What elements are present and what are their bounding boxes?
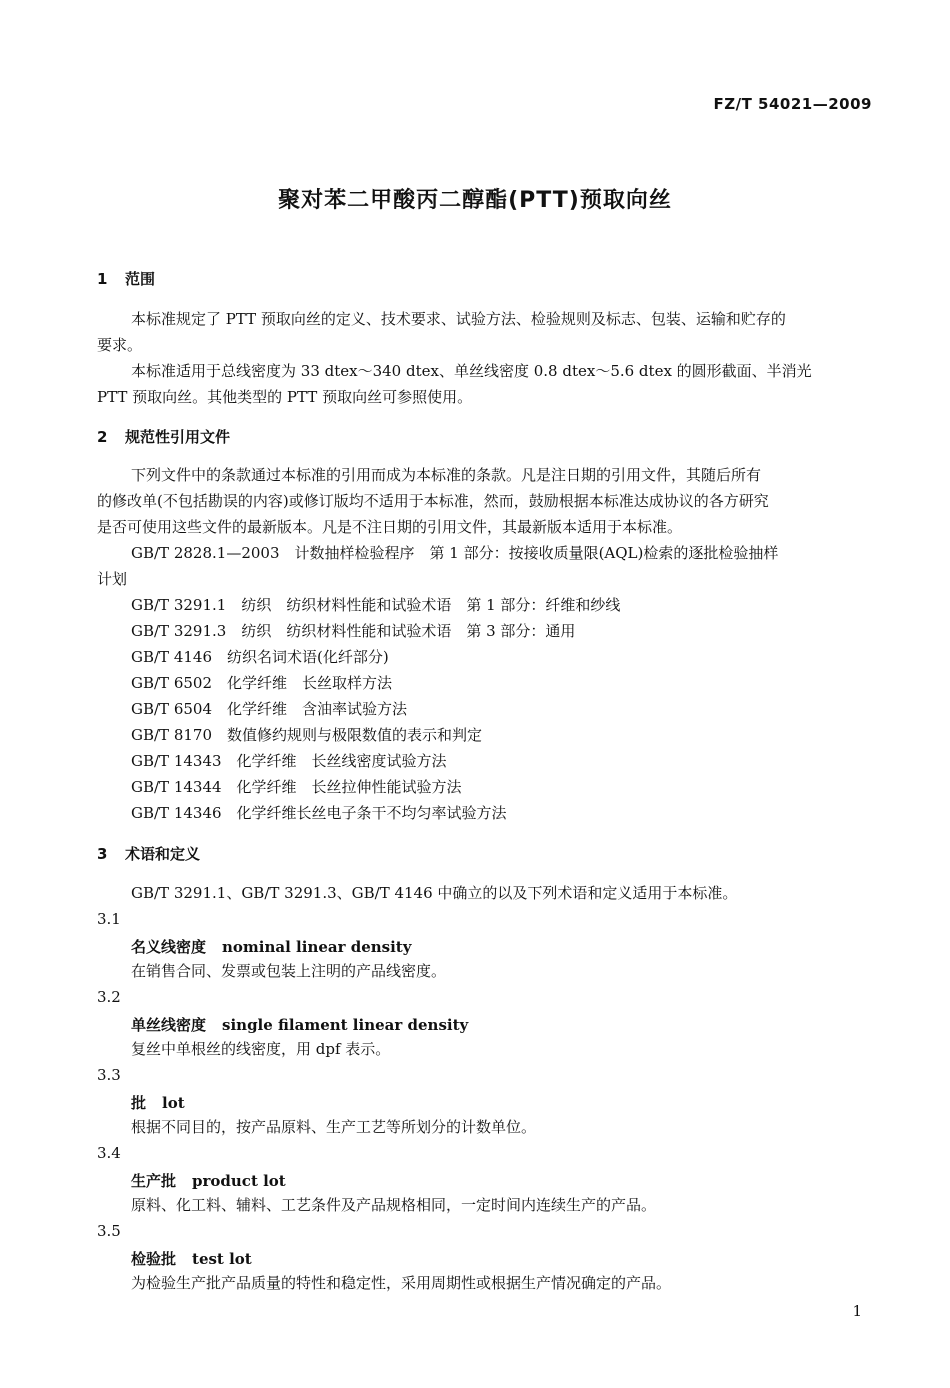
section-3-intro: GB/T 3291.1、GB/T 3291.3、GB/T 4146 中确立的以及下列术语和定义适用于本标准。: [131, 884, 738, 902]
clause-number: 3.5: [97, 1222, 121, 1240]
section-number: 1: [97, 270, 108, 288]
section-2-para-line-1: 下列文件中的条款通过本标准的引用而成为本标准的条款。凡是注日期的引用文件，其随后所有: [131, 466, 762, 484]
section-3-heading: [97, 843, 200, 864]
page-number: 1: [852, 1302, 862, 1320]
term-chinese: 检验批: [131, 1250, 177, 1268]
section-number: 3: [97, 845, 108, 863]
term-heading: [131, 1170, 286, 1191]
term-english: nominal linear density: [222, 938, 412, 956]
section-1-para-1-line-2: 要求。: [97, 336, 143, 354]
term-english: test lot: [192, 1250, 252, 1268]
section-1-para-2-line-2: PTT 预取向丝。其他类型的 PTT 预取向丝可参照使用。: [97, 388, 473, 406]
term-heading: [131, 1092, 185, 1113]
section-1-para-1-line-1: 本标准规定了 PTT 预取向丝的定义、技术要求、试验方法、检验规则及标志、包装、运输和贮存的: [131, 310, 786, 328]
section-title: 术语和定义: [125, 845, 201, 863]
term-chinese: 生产批: [131, 1172, 177, 1190]
term-chinese: 名义线密度: [131, 938, 207, 956]
term-heading: [131, 1248, 252, 1269]
reference-item: GB/T 3291.3 纺织 纺织材料性能和试验术语 第 3 部分：通用: [131, 622, 576, 640]
term-heading: [131, 1014, 468, 1035]
term-english: single filament linear density: [222, 1016, 469, 1034]
term-definition: 原料、化工料、辅料、工艺条件及产品规格相同，一定时间内连续生产的产品。: [131, 1196, 657, 1214]
reference-item: GB/T 14344 化学纤维 长丝拉伸性能试验方法: [131, 778, 462, 796]
reference-item: GB/T 14343 化学纤维 长丝线密度试验方法: [131, 752, 447, 770]
section-title: 范围: [125, 270, 156, 288]
section-1-para-2-line-1: 本标准适用于总线密度为 33 dtex～340 dtex、单丝线密度 0.8 dtex～5.6 dtex 的圆形截面、半消光: [131, 362, 812, 380]
reference-item: GB/T 14346 化学纤维长丝电子条干不均匀率试验方法: [131, 804, 507, 822]
clause-number: 3.3: [97, 1066, 121, 1084]
standard-code: FZ/T 54021—2009: [713, 95, 872, 113]
term-definition: 根据不同目的，按产品原料、生产工艺等所划分的计数单位。: [131, 1118, 537, 1136]
clause-number: 3.4: [97, 1144, 121, 1162]
reference-item: GB/T 6504 化学纤维 含油率试验方法: [131, 700, 408, 718]
term-english: product lot: [192, 1172, 286, 1190]
reference-item: GB/T 4146 纺织名词术语(化纤部分): [131, 648, 389, 666]
clause-number: 3.2: [97, 988, 121, 1006]
reference-item: GB/T 8170 数值修约规则与极限数值的表示和判定: [131, 726, 483, 744]
term-heading: [131, 936, 411, 957]
reference-item: GB/T 3291.1 纺织 纺织材料性能和试验术语 第 1 部分：纤维和纱线: [131, 596, 621, 614]
term-chinese: 单丝线密度: [131, 1016, 207, 1034]
term-definition: 在销售合同、发票或包装上注明的产品线密度。: [131, 962, 447, 980]
section-2-para-line-3: 是否可使用这些文件的最新版本。凡是不注日期的引用文件，其最新版本适用于本标准。: [97, 518, 683, 536]
section-title: 规范性引用文件: [125, 428, 231, 446]
term-english: lot: [162, 1094, 185, 1112]
section-number: 2: [97, 428, 108, 446]
section-1-heading: [97, 268, 155, 289]
term-definition: 复丝中单根丝的线密度，用 dpf 表示。: [131, 1040, 391, 1058]
reference-item-continued: 计划: [97, 570, 128, 588]
reference-item: GB/T 6502 化学纤维 长丝取样方法: [131, 674, 393, 692]
reference-item: GB/T 2828.1—2003 计数抽样检验程序 第 1 部分：按接收质量限(AQL)检索的逐批检验抽样: [131, 544, 779, 562]
clause-number: 3.1: [97, 910, 121, 928]
term-definition: 为检验生产批产品质量的特性和稳定性，采用周期性或根据生产情况确定的产品。: [131, 1274, 672, 1292]
section-2-heading: [97, 426, 230, 447]
term-chinese: 批: [131, 1094, 147, 1112]
section-2-para-line-2: 的修改单(不包括勘误的内容)或修订版均不适用于本标准，然而，鼓励根据本标准达成协议的各方研究: [97, 492, 769, 510]
document-title: 聚对苯二甲酸丙二醇酯(PTT)预取向丝: [278, 188, 672, 213]
